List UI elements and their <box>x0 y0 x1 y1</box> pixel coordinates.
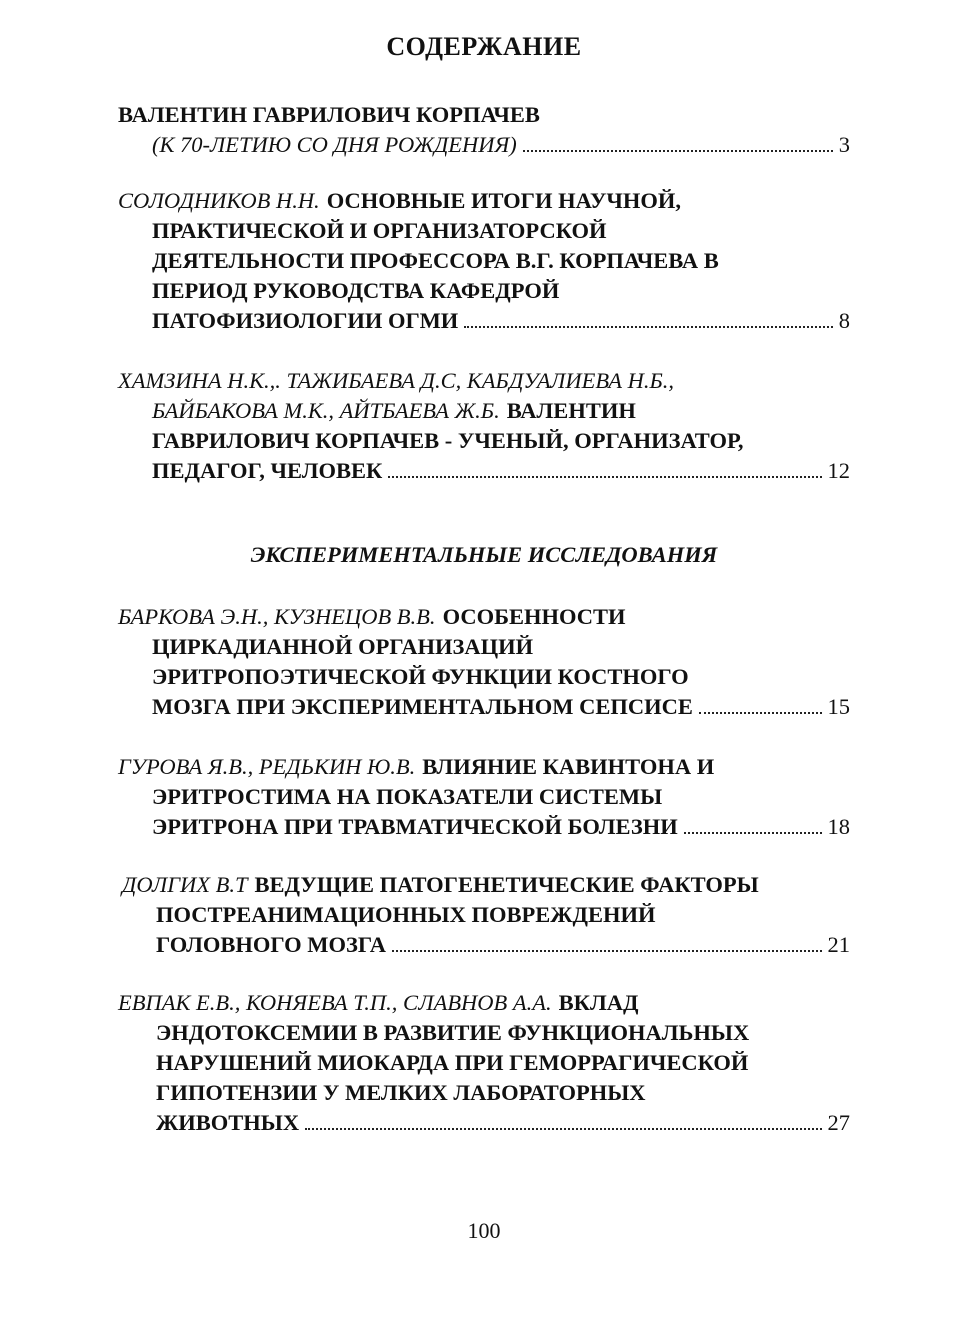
toc-entry-7-line-3 <box>156 1048 850 1078</box>
toc-entry-4-line-2 <box>152 632 850 662</box>
toc-entry-authors: БАРКОВА Э.Н., КУЗНЕЦОВ В.В. <box>118 604 436 629</box>
toc-entry-title: ГИПОТЕНЗИИ У МЕЛКИХ ЛАБОРАТОРНЫХ <box>156 1080 646 1105</box>
toc-entry-title: ПРАКТИЧЕСКОЙ И ОРГАНИЗАТОРСКОЙ <box>152 218 607 243</box>
toc-entry-3-line-3 <box>152 426 850 456</box>
toc-entry-title: ПЕДАГОГ, ЧЕЛОВЕК <box>152 458 383 483</box>
toc-entry-title: ВЕДУЩИЕ ПАТОГЕНЕТИЧЕСКИЕ ФАКТОРЫ <box>254 872 759 897</box>
dot-leader <box>684 832 822 834</box>
toc-entry-5-line-1 <box>118 752 850 782</box>
toc-entry-1-title-line-1 <box>118 100 850 130</box>
toc-entry-title: ВКЛАД <box>558 990 639 1015</box>
toc-entry-authors: БАЙБАКОВА М.К., АЙТБАЕВА Ж.Б. <box>152 398 500 423</box>
toc-entry-7-line-2 <box>156 1018 850 1048</box>
page-number: 100 <box>467 1218 501 1243</box>
toc-entry-3-line-2 <box>152 396 850 426</box>
toc-entry-title: ВАЛЕНТИН ГАВРИЛОВИЧ КОРПАЧЕВ <box>118 102 540 127</box>
dot-leader <box>305 1128 821 1130</box>
toc-entry-6-line-2 <box>156 900 850 930</box>
toc-entry-authors: ХАМЗИНА Н.К.,. ТАЖИБАЕВА Д.С, КАБДУАЛИЕВА Н.Б., <box>118 368 675 393</box>
toc-page-number: 12 <box>827 458 850 483</box>
dot-leader <box>699 712 822 714</box>
toc-entry-title: ПОСТРЕАНИМАЦИОННЫХ ПОВРЕЖДЕНИЙ <box>156 902 656 927</box>
toc-entry-title: ЭРИТРОСТИМА НА ПОКАЗАТЕЛИ СИСТЕМЫ <box>152 784 663 809</box>
section-title: ЭКСПЕРИМЕНТАЛЬНЫЕ ИССЛЕДОВАНИЯ <box>250 542 718 567</box>
toc-entry-4-line-4 <box>152 692 850 722</box>
toc-entry-authors: ГУРОВА Я.В., РЕДЬКИН Ю.В. <box>118 754 416 779</box>
toc-entry-subtitle: (К 70-ЛЕТИЮ СО ДНЯ РОЖДЕНИЯ) <box>152 132 517 157</box>
toc-entry-2-line-2 <box>152 216 850 246</box>
toc-entry-authors: ДОЛГИХ В.Т <box>122 872 248 897</box>
toc-entry-7-line-4 <box>156 1078 850 1108</box>
toc-entry-title: ЭРИТРОНА ПРИ ТРАВМАТИЧЕСКОЙ БОЛЕЗНИ <box>152 814 678 839</box>
dot-leader <box>392 950 821 952</box>
toc-entry-6-line-3 <box>156 930 850 960</box>
toc-page-number: 21 <box>827 932 850 957</box>
toc-entry-title: НАРУШЕНИЙ МИОКАРДА ПРИ ГЕМОРРАГИЧЕСКОЙ <box>156 1050 749 1075</box>
toc-entry-3-line-1 <box>118 366 850 396</box>
toc-entry-2-line-4 <box>152 276 850 306</box>
toc-page-number: 8 <box>838 308 850 333</box>
toc-entry-title: ЦИРКАДИАННОЙ ОРГАНИЗАЦИЙ <box>152 634 534 659</box>
toc-entry-4-line-3 <box>152 662 850 692</box>
toc-entry-title: ГОЛОВНОГО МОЗГА <box>156 932 387 957</box>
toc-entry-7-line-1 <box>118 988 850 1018</box>
toc-entry-5-line-3 <box>152 812 850 842</box>
toc-page-number: 3 <box>838 132 850 157</box>
toc-entry-3-line-4 <box>152 456 850 486</box>
toc-entry-title: ОСОБЕННОСТИ <box>442 604 626 629</box>
toc-entry-2-line-5 <box>152 306 850 336</box>
toc-entry-authors: ЕВПАК Е.В., КОНЯЕВА Т.П., СЛАВНОВ А.А. <box>118 990 552 1015</box>
dot-leader <box>388 476 821 478</box>
toc-entry-title: ПЕРИОД РУКОВОДСТВА КАФЕДРОЙ <box>152 278 560 303</box>
toc-entry-title: ПАТОФИЗИОЛОГИИ ОГМИ <box>152 308 459 333</box>
toc-entry-title: ЖИВОТНЫХ <box>156 1110 300 1135</box>
toc-page-number: 27 <box>827 1110 850 1135</box>
toc-entry-1-subtitle-line <box>152 130 850 160</box>
toc-entry-7-line-5 <box>156 1108 850 1138</box>
toc-page-number: 18 <box>827 814 850 839</box>
toc-entry-title: ВЛИЯНИЕ КАВИНТОНА И <box>422 754 715 779</box>
toc-entry-authors: СОЛОДНИКОВ Н.Н. <box>118 188 320 213</box>
toc-entry-title: ВАЛЕНТИН <box>506 398 636 423</box>
toc-entry-title: ЭРИТРОПОЭТИЧЕСКОЙ ФУНКЦИИ КОСТНОГО <box>152 664 689 689</box>
toc-entry-4-line-1 <box>118 602 850 632</box>
toc-entry-title: ЭНДОТОКСЕМИИ В РАЗВИТИЕ ФУНКЦИОНАЛЬНЫХ <box>156 1020 750 1045</box>
toc-heading: СОДЕРЖАНИЕ <box>386 32 582 61</box>
toc-entry-title: ДЕЯТЕЛЬНОСТИ ПРОФЕССОРА В.Г. КОРПАЧЕВА В <box>152 248 719 273</box>
toc-entry-5-line-2 <box>152 782 850 812</box>
toc-entry-title: ГАВРИЛОВИЧ КОРПАЧЕВ - УЧЕНЫЙ, ОРГАНИЗАТОР, <box>152 428 744 453</box>
toc-entry-title: МОЗГА ПРИ ЭКСПЕРИМЕНТАЛЬНОМ СЕПСИСЕ <box>152 694 693 719</box>
toc-entry-title: ОСНОВНЫЕ ИТОГИ НАУЧНОЙ, <box>326 188 682 213</box>
toc-entry-6-line-1 <box>122 870 850 900</box>
toc-entry-2-line-1 <box>118 186 850 216</box>
toc-entry-2-line-3 <box>152 246 850 276</box>
toc-page-number: 15 <box>827 694 850 719</box>
dot-leader <box>523 150 833 152</box>
dot-leader <box>464 326 832 328</box>
